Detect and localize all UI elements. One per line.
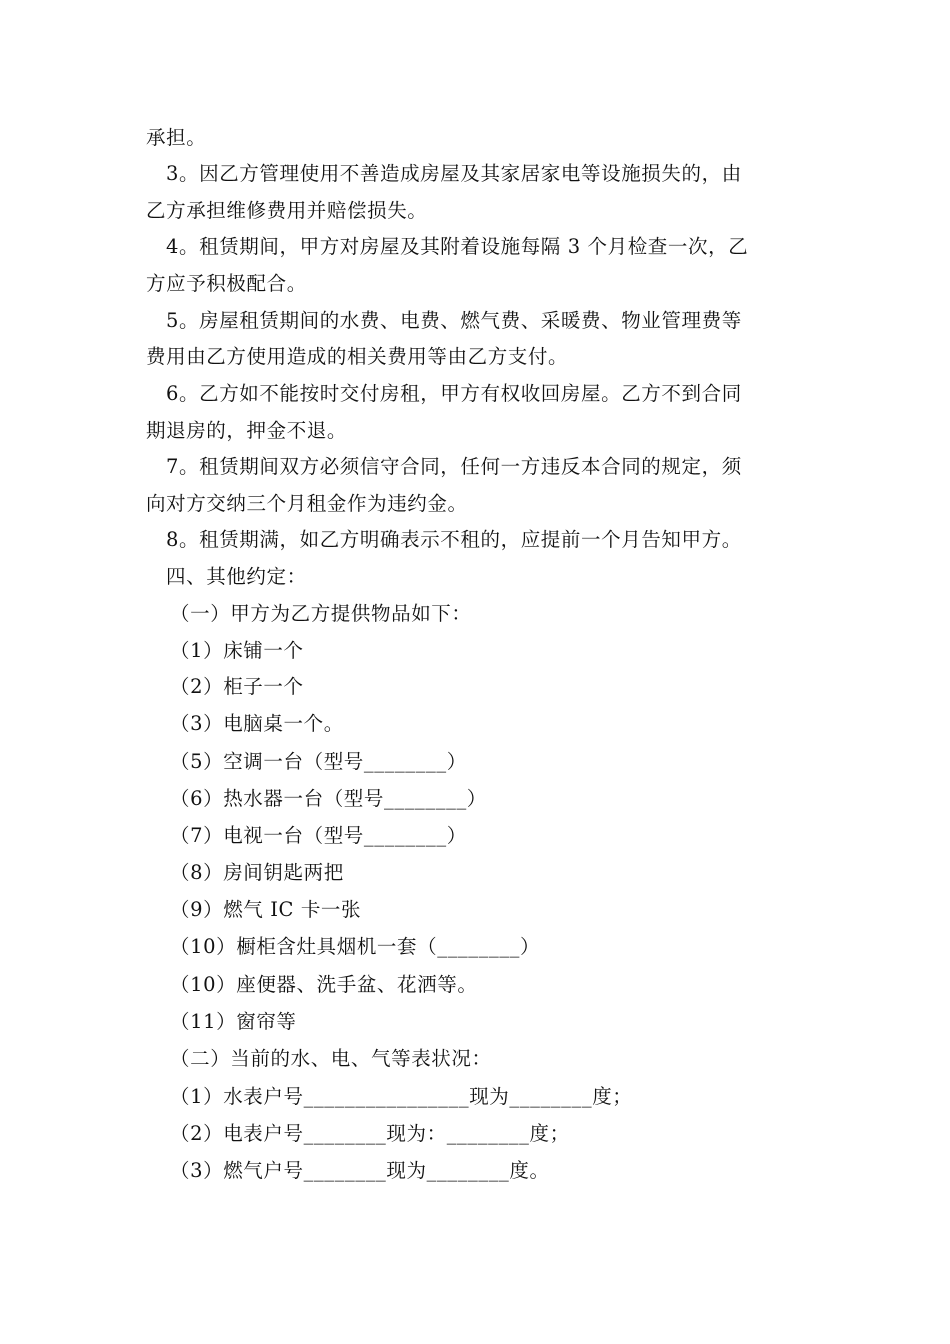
list-item: （1）床铺一个 xyxy=(170,639,304,662)
list-item: （11）窗帘等 xyxy=(170,1010,297,1033)
list-item: （10）座便器、洗手盆、花洒等。 xyxy=(170,973,478,996)
list-item: （10）橱柜含灶具烟机一套（________） xyxy=(170,935,541,958)
list-item: （6）热水器一台（型号________） xyxy=(170,787,487,810)
text-line: 8。租赁期满，如乙方明确表示不租的，应提前一个月告知甲方。 xyxy=(166,528,742,551)
list-item: （7）电视一台（型号________） xyxy=(170,824,467,847)
list-item: （5）空调一台（型号________） xyxy=(170,750,467,773)
section-heading: 四、其他约定： xyxy=(166,565,307,588)
list-item: （3）电脑桌一个。 xyxy=(170,712,344,735)
list-item: （2）柜子一个 xyxy=(170,675,304,698)
text-line: 4。租赁期间，甲方对房屋及其附着设施每隔 3 个月检查一次，乙 xyxy=(166,235,749,258)
text-line: 5。房屋租赁期间的水费、电费、燃气费、采暖费、物业管理费等 xyxy=(166,309,742,332)
text-line: 方应予积极配合。 xyxy=(146,272,307,295)
list-item: （9）燃气 IC 卡一张 xyxy=(170,898,362,921)
text-line: 承担。 xyxy=(146,126,207,149)
text-line: 3。因乙方管理使用不善造成房屋及其家居家电等设施损失的，由 xyxy=(166,162,742,185)
list-item: （2）电表户号________现为：________度； xyxy=(170,1122,570,1145)
list-item: （3）燃气户号________现为________度。 xyxy=(170,1159,550,1182)
text-line: 6。乙方如不能按时交付房租，甲方有权收回房屋。乙方不到合同 xyxy=(166,382,742,405)
text-line: 7。租赁期间双方必须信守合同，任何一方违反本合同的规定，须 xyxy=(166,455,742,478)
subsection-heading: （二）当前的水、电、气等表状况： xyxy=(170,1047,492,1070)
list-item: （1）水表户号________________现为________度； xyxy=(170,1085,633,1108)
text-line: 向对方交纳三个月租金作为违约金。 xyxy=(146,492,468,515)
text-line: 期退房的，押金不退。 xyxy=(146,419,348,442)
list-item: （8）房间钥匙两把 xyxy=(170,861,344,884)
text-line: 乙方承担维修费用并赔偿损失。 xyxy=(146,199,428,222)
text-line: 费用由乙方使用造成的相关费用等由乙方支付。 xyxy=(146,345,569,368)
subsection-heading: （一）甲方为乙方提供物品如下： xyxy=(170,602,472,625)
